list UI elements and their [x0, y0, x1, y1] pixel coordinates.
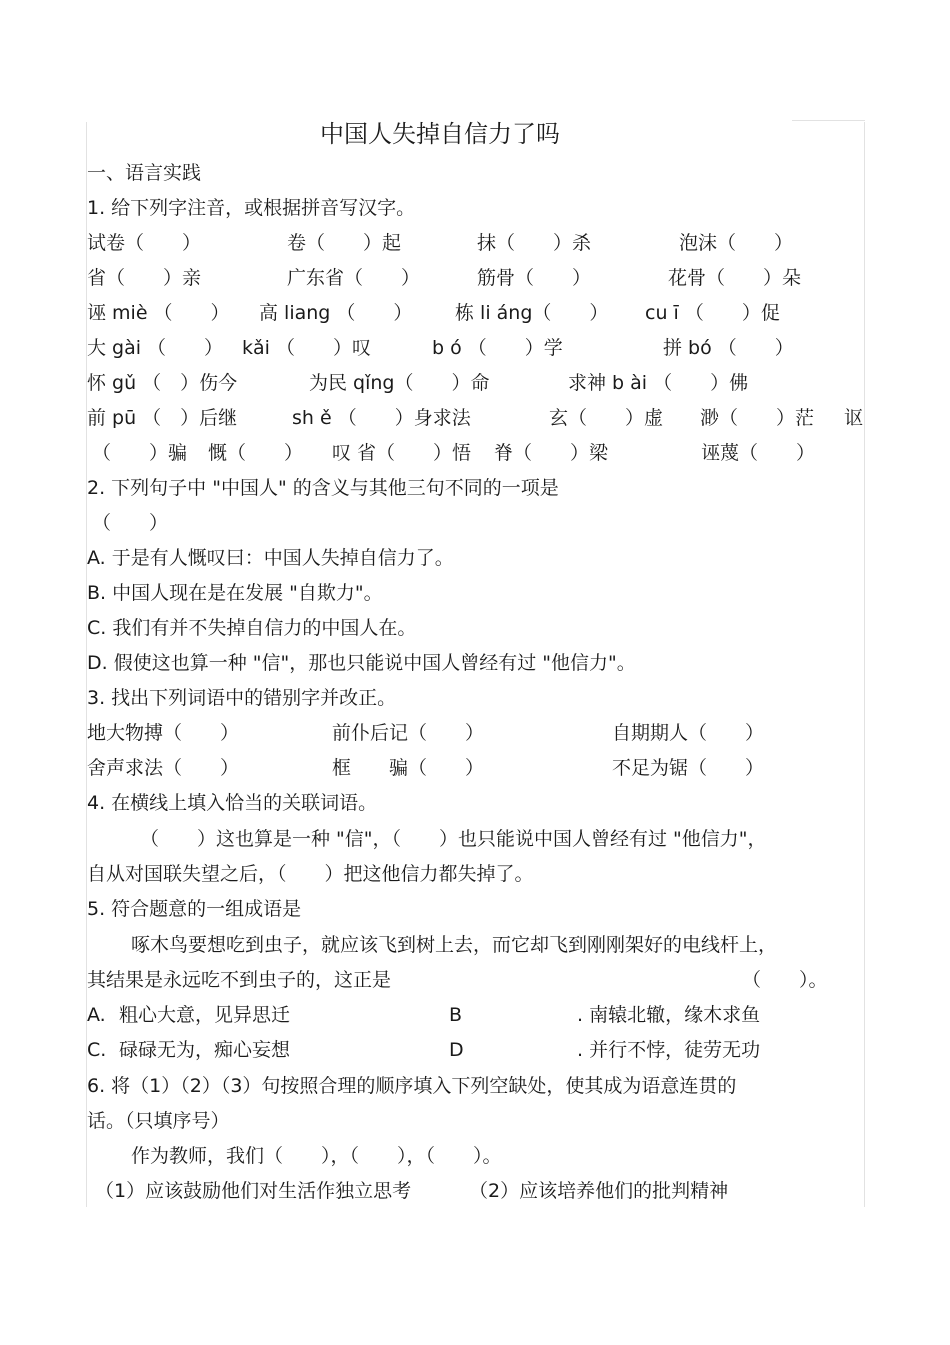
- q5-option-row: [87, 1033, 865, 1068]
- q1-item: 拼 bó （ ）: [663, 337, 794, 359]
- q3-item: 框 骗（ ）: [332, 757, 485, 779]
- q3-item: 地大物搏（ ）: [87, 722, 240, 744]
- q1-item: cu ī （ ）促: [645, 302, 780, 324]
- q4-sentence-line: 自从对国联失望之后，（ ）把这他信力都失掉了。: [87, 863, 534, 885]
- q1-item: sh ě （ ）身求法: [292, 407, 471, 429]
- q6-sentence-text: 作为教师，我们（ ），（ ），（ ）。: [131, 1145, 502, 1167]
- q1-row: [87, 226, 865, 261]
- q6-sentence: [87, 1139, 865, 1174]
- q1-item: 脊（ ）梁: [494, 442, 609, 464]
- q1-item: 慨（ ）: [208, 442, 304, 464]
- section-heading: 一、语言实践: [87, 162, 202, 184]
- q6-item: （1）应该鼓励他们对生活作独立思考: [95, 1180, 412, 1202]
- q3-row: [87, 751, 865, 786]
- q5-passage: [87, 963, 865, 998]
- q2-option: B. 中国人现在是在发展 "自欺力"。: [87, 582, 383, 604]
- q1-item: 抹（ ）杀: [477, 232, 592, 254]
- q1-item: 诬蔑（ ）: [701, 442, 816, 464]
- q3-item: 舍声求法（ ）: [87, 757, 240, 779]
- q1-row: [87, 331, 865, 366]
- q1-item: 卷（ ）起: [287, 232, 402, 254]
- q5-option: . 南辕北辙，缘木求鱼: [577, 1004, 761, 1026]
- q5-option: . 并行不悖，徒劳无功: [577, 1039, 761, 1061]
- q5-option: 碌碌无为，痴心妄想: [119, 1039, 291, 1061]
- option-letter: C.: [87, 1039, 107, 1061]
- option-letter: D: [449, 1039, 464, 1061]
- q6-items: [87, 1174, 865, 1209]
- q1-item: kǎi （ ）叹: [242, 337, 371, 359]
- q1-row: [87, 366, 865, 401]
- q1-item: 泡沫（ ）: [679, 232, 794, 254]
- q5-option-row: [87, 998, 865, 1033]
- q5-passage-line: 其结果是永远吃不到虫子的，这正是: [87, 969, 392, 991]
- q2-option: A. 于是有人慨叹曰：中国人失掉自信力了。: [87, 547, 454, 569]
- q2-answer-blank: [87, 506, 865, 541]
- q1-item: 筋骨（ ）: [477, 267, 592, 289]
- answer-blank: （ ）: [92, 512, 169, 534]
- q1-item: 讴: [844, 407, 864, 429]
- q4-sentence-line: （ ）这也算是一种 "信"，（ ）也只能说中国人曾经有过 "他信力"，: [140, 828, 767, 850]
- q1-row: [87, 436, 865, 471]
- q6-item: （2）应该培养他们的批判精神: [469, 1180, 729, 1202]
- answer-blank: （ ）。: [742, 969, 828, 991]
- q1-item: 求神 b ài （ ）佛: [568, 372, 749, 394]
- q5-prompt: 5. 符合题意的一组成语是: [87, 898, 302, 920]
- q3-item: 自期期人（ ）: [612, 722, 765, 744]
- document-title: 中国人失掉自信力了吗: [320, 120, 560, 148]
- q1-row: [87, 401, 865, 436]
- option-letter: B: [449, 1004, 463, 1026]
- q1-item: 栋 li áng（ ）: [455, 302, 609, 324]
- q1-item: 怀 gǔ （ ）伤今: [87, 372, 238, 394]
- q1-item: 为民 qǐng（ ）命: [309, 372, 490, 394]
- q1-item: 高 liang （ ）: [259, 302, 413, 324]
- q1-item: 大 gài （ ）: [87, 337, 224, 359]
- q5-passage: [87, 928, 865, 963]
- q1-item: 玄（ ）虚: [549, 407, 664, 429]
- q2-option: D. 假使这也算一种 "信"，那也只能说中国人曾经有过 "他信力"。: [87, 652, 636, 674]
- q4-sentence: [87, 822, 865, 857]
- q1-item: b ó （ ）学: [432, 337, 563, 359]
- q1-item: 诬 miè （ ）: [87, 302, 230, 324]
- q1-row: [87, 261, 865, 296]
- q1-item: 省（ ）亲: [87, 267, 202, 289]
- q6-prompt: 话。（只填序号）: [87, 1110, 230, 1132]
- q3-prompt: 3. 找出下列词语中的错别字并改正。: [87, 687, 397, 709]
- q1-item: 渺（ ）茫: [700, 407, 815, 429]
- option-letter: A.: [87, 1004, 106, 1026]
- q1-item: 叹 省（ ）悟: [332, 442, 472, 464]
- q4-prompt: 4. 在横线上填入恰当的关联词语。: [87, 792, 378, 814]
- q3-item: 前仆后记（ ）: [332, 722, 485, 744]
- q3-row: [87, 716, 865, 751]
- q1-row: [87, 296, 865, 331]
- q6-prompt: 6. 将（1）（2）（3）句按照合理的顺序填入下列空缺处，使其成为语意连贯的: [87, 1075, 737, 1097]
- q5-option: 粗心大意，见异思迁: [119, 1004, 291, 1026]
- q1-item: 试卷（ ）: [87, 232, 202, 254]
- q3-item: 不足为锯（ ）: [612, 757, 765, 779]
- q2-prompt: 2. 下列句子中 "中国人" 的含义与其他三句不同的一项是: [87, 477, 559, 499]
- q1-item: 前 pū （ ）后继: [87, 407, 238, 429]
- q1-item: 花骨（ ）朵: [668, 267, 802, 289]
- q5-passage-line: 啄木鸟要想吃到虫子，就应该飞到树上去，而它却飞到刚刚架好的电线杆上，: [131, 934, 778, 956]
- q1-item: （ ）骗: [92, 442, 188, 464]
- q2-option: C. 我们有并不失掉自信力的中国人在。: [87, 617, 417, 639]
- q1-item: 广东省（ ）: [287, 267, 421, 289]
- q1-prompt: 1. 给下列字注音，或根据拼音写汉字。: [87, 197, 416, 219]
